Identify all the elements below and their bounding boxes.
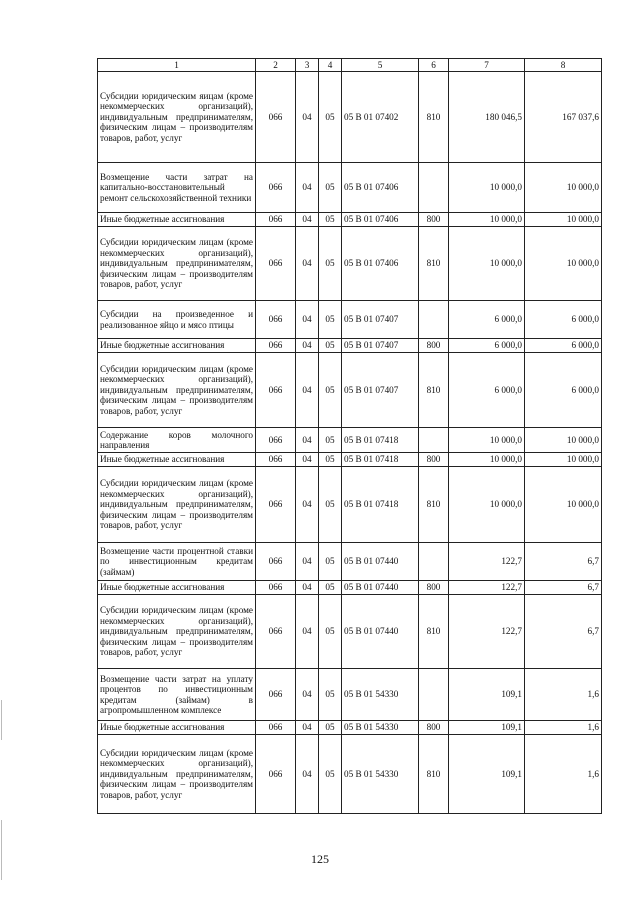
cell-amount-col8: 10 000,0 bbox=[525, 213, 602, 227]
cell-amount-col8: 6,7 bbox=[525, 581, 602, 595]
cell-admin-code: 066 bbox=[256, 453, 296, 467]
cell-target-article: 05 В 01 07407 bbox=[342, 301, 419, 339]
cell-expense-type: 800 bbox=[419, 213, 449, 227]
table-row bbox=[98, 735, 602, 814]
table-row bbox=[98, 353, 602, 428]
table-row bbox=[98, 669, 602, 721]
cell-amount-col7: 109,1 bbox=[449, 721, 525, 735]
cell-expense-type: 810 bbox=[419, 595, 449, 669]
cell-admin-code: 066 bbox=[256, 428, 296, 453]
cell-amount-col8: 1,6 bbox=[525, 669, 602, 721]
cell-amount-col8: 6 000,0 bbox=[525, 353, 602, 428]
cell-section: 04 bbox=[296, 353, 319, 428]
cell-expense-type bbox=[419, 543, 449, 581]
cell-section: 04 bbox=[296, 467, 319, 543]
cell-amount-col8: 6,7 bbox=[525, 543, 602, 581]
cell-subsection: 05 bbox=[319, 353, 342, 428]
cell-expense-type: 810 bbox=[419, 735, 449, 814]
cell-subsection: 05 bbox=[319, 301, 342, 339]
cell-admin-code: 066 bbox=[256, 581, 296, 595]
cell-amount-col7: 122,7 bbox=[449, 595, 525, 669]
cell-admin-code: 066 bbox=[256, 467, 296, 543]
cell-amount-col8: 6,7 bbox=[525, 595, 602, 669]
row-name: Иные бюджетные ассигнования bbox=[98, 453, 256, 467]
cell-amount-col7: 109,1 bbox=[449, 669, 525, 721]
header-cell: 6 bbox=[419, 59, 449, 72]
cell-admin-code: 066 bbox=[256, 339, 296, 353]
cell-section: 04 bbox=[296, 453, 319, 467]
cell-subsection: 05 bbox=[319, 721, 342, 735]
cell-subsection: 05 bbox=[319, 163, 342, 213]
cell-amount-col7: 6 000,0 bbox=[449, 301, 525, 339]
cell-target-article: 05 В 01 54330 bbox=[342, 735, 419, 814]
cell-amount-col7: 122,7 bbox=[449, 581, 525, 595]
row-name: Субсидии юридическим лицам (кроме некоммерческих организаций), индивидуальным предпринимателям, физическим лицам – производителям товаров, работ, услуг bbox=[98, 353, 256, 428]
header-cell: 5 bbox=[342, 59, 419, 72]
row-name: Возмещение части процентной ставки по инвестиционным кредитам (займам) bbox=[98, 543, 256, 581]
header-cell: 4 bbox=[319, 59, 342, 72]
cell-subsection: 05 bbox=[319, 467, 342, 543]
cell-admin-code: 066 bbox=[256, 669, 296, 721]
cell-section: 04 bbox=[296, 735, 319, 814]
cell-amount-col7: 6 000,0 bbox=[449, 353, 525, 428]
header-cell: 2 bbox=[256, 59, 296, 72]
cell-target-article: 05 В 01 07440 bbox=[342, 581, 419, 595]
header-cell: 3 bbox=[296, 59, 319, 72]
table-row bbox=[98, 163, 602, 213]
cell-subsection: 05 bbox=[319, 227, 342, 301]
table-row bbox=[98, 467, 602, 543]
table-row bbox=[98, 428, 602, 453]
cell-admin-code: 066 bbox=[256, 72, 296, 163]
header-cell: 7 bbox=[449, 59, 525, 72]
cell-section: 04 bbox=[296, 72, 319, 163]
row-name: Иные бюджетные ассигнования bbox=[98, 213, 256, 227]
row-name: Субсидии юридическим яицам (кроме некоммерческих организаций), индивидуальным предпринимателям, физическим лицам – производителям товаров, работ, услуг bbox=[98, 72, 256, 163]
page-number: 125 bbox=[311, 852, 329, 866]
cell-admin-code: 066 bbox=[256, 163, 296, 213]
cell-expense-type bbox=[419, 669, 449, 721]
table-row bbox=[98, 581, 602, 595]
scan-edge-mark bbox=[1, 820, 2, 880]
table-row bbox=[98, 301, 602, 339]
row-name: Субсидии юридическим лицам (кроме некоммерческих организаций), индивидуальным предпринимателям, физическим лицам – производителям товаров, работ, услуг bbox=[98, 467, 256, 543]
table-row bbox=[98, 339, 602, 353]
cell-amount-col8: 6 000,0 bbox=[525, 339, 602, 353]
cell-expense-type: 810 bbox=[419, 467, 449, 543]
table-row bbox=[98, 543, 602, 581]
cell-section: 04 bbox=[296, 213, 319, 227]
cell-section: 04 bbox=[296, 543, 319, 581]
cell-subsection: 05 bbox=[319, 339, 342, 353]
cell-amount-col8: 6 000,0 bbox=[525, 301, 602, 339]
budget-table bbox=[97, 58, 602, 814]
header-cell: 1 bbox=[98, 59, 256, 72]
cell-amount-col7: 10 000,0 bbox=[449, 467, 525, 543]
cell-expense-type: 800 bbox=[419, 721, 449, 735]
cell-expense-type bbox=[419, 428, 449, 453]
cell-admin-code: 066 bbox=[256, 595, 296, 669]
table-row bbox=[98, 213, 602, 227]
row-name: Возмещение части затрат на капитально-восстановительный ремонт сельскохозяйственной техники bbox=[98, 163, 256, 213]
cell-expense-type: 800 bbox=[419, 581, 449, 595]
cell-subsection: 05 bbox=[319, 72, 342, 163]
row-name: Иные бюджетные ассигнования bbox=[98, 339, 256, 353]
cell-amount-col8: 10 000,0 bbox=[525, 467, 602, 543]
cell-target-article: 05 В 01 07402 bbox=[342, 72, 419, 163]
cell-amount-col8: 1,6 bbox=[525, 721, 602, 735]
cell-expense-type: 800 bbox=[419, 453, 449, 467]
cell-target-article: 05 В 01 07418 bbox=[342, 428, 419, 453]
cell-target-article: 05 В 01 07418 bbox=[342, 453, 419, 467]
cell-expense-type bbox=[419, 163, 449, 213]
cell-expense-type: 800 bbox=[419, 339, 449, 353]
cell-admin-code: 066 bbox=[256, 721, 296, 735]
cell-admin-code: 066 bbox=[256, 227, 296, 301]
cell-amount-col7: 10 000,0 bbox=[449, 213, 525, 227]
cell-admin-code: 066 bbox=[256, 735, 296, 814]
cell-target-article: 05 В 01 07406 bbox=[342, 213, 419, 227]
table-row bbox=[98, 721, 602, 735]
cell-section: 04 bbox=[296, 669, 319, 721]
cell-target-article: 05 В 01 07407 bbox=[342, 339, 419, 353]
table-row bbox=[98, 453, 602, 467]
cell-expense-type: 810 bbox=[419, 227, 449, 301]
cell-target-article: 05 В 01 54330 bbox=[342, 669, 419, 721]
cell-admin-code: 066 bbox=[256, 353, 296, 428]
row-name: Возмещение части затрат на уплату процентов по инвестиционным кредитам (займам) в агропромышленном комплексе bbox=[98, 669, 256, 721]
cell-subsection: 05 bbox=[319, 735, 342, 814]
cell-amount-col7: 6 000,0 bbox=[449, 339, 525, 353]
cell-section: 04 bbox=[296, 428, 319, 453]
cell-admin-code: 066 bbox=[256, 301, 296, 339]
cell-subsection: 05 bbox=[319, 453, 342, 467]
row-name: Иные бюджетные ассигнования bbox=[98, 581, 256, 595]
cell-target-article: 05 В 01 07406 bbox=[342, 227, 419, 301]
row-name: Содержание коров молочного направления bbox=[98, 428, 256, 453]
cell-amount-col7: 122,7 bbox=[449, 543, 525, 581]
row-name: Иные бюджетные ассигнования bbox=[98, 721, 256, 735]
cell-subsection: 05 bbox=[319, 581, 342, 595]
cell-target-article: 05 В 01 07418 bbox=[342, 467, 419, 543]
cell-section: 04 bbox=[296, 301, 319, 339]
cell-target-article: 05 В 01 54330 bbox=[342, 721, 419, 735]
cell-section: 04 bbox=[296, 581, 319, 595]
table-row bbox=[98, 227, 602, 301]
cell-admin-code: 066 bbox=[256, 543, 296, 581]
cell-amount-col8: 10 000,0 bbox=[525, 163, 602, 213]
cell-section: 04 bbox=[296, 721, 319, 735]
cell-amount-col8: 1,6 bbox=[525, 735, 602, 814]
cell-subsection: 05 bbox=[319, 428, 342, 453]
cell-amount-col7: 10 000,0 bbox=[449, 227, 525, 301]
cell-subsection: 05 bbox=[319, 543, 342, 581]
cell-amount-col7: 10 000,0 bbox=[449, 428, 525, 453]
scan-edge-mark bbox=[1, 700, 2, 740]
cell-target-article: 05 В 01 07406 bbox=[342, 163, 419, 213]
cell-amount-col7: 180 046,5 bbox=[449, 72, 525, 163]
cell-amount-col7: 10 000,0 bbox=[449, 453, 525, 467]
cell-amount-col7: 109,1 bbox=[449, 735, 525, 814]
cell-target-article: 05 В 01 07407 bbox=[342, 353, 419, 428]
row-name: Субсидии юридическим лицам (кроме некоммерческих организаций), индивидуальным предпринимателям, физическим лицам – производителям товаров, работ, услуг bbox=[98, 735, 256, 814]
cell-expense-type bbox=[419, 301, 449, 339]
cell-amount-col8: 10 000,0 bbox=[525, 227, 602, 301]
cell-section: 04 bbox=[296, 227, 319, 301]
cell-expense-type: 810 bbox=[419, 72, 449, 163]
cell-subsection: 05 bbox=[319, 669, 342, 721]
table-header-row bbox=[98, 59, 602, 72]
header-cell: 8 bbox=[525, 59, 602, 72]
cell-section: 04 bbox=[296, 339, 319, 353]
cell-expense-type: 810 bbox=[419, 353, 449, 428]
cell-target-article: 05 В 01 07440 bbox=[342, 543, 419, 581]
table-row bbox=[98, 595, 602, 669]
cell-amount-col8: 167 037,6 bbox=[525, 72, 602, 163]
cell-amount-col7: 10 000,0 bbox=[449, 163, 525, 213]
cell-section: 04 bbox=[296, 163, 319, 213]
cell-target-article: 05 В 01 07440 bbox=[342, 595, 419, 669]
row-name: Субсидии на произведенное и реализованное яйцо и мясо птицы bbox=[98, 301, 256, 339]
table-row bbox=[98, 72, 602, 163]
cell-section: 04 bbox=[296, 595, 319, 669]
row-name: Субсидии юридическим лицам (кроме некоммерческих организаций), индивидуальным предпринимателям, физическим лицам – производителям товаров, работ, услуг bbox=[98, 227, 256, 301]
cell-admin-code: 066 bbox=[256, 213, 296, 227]
cell-subsection: 05 bbox=[319, 595, 342, 669]
cell-amount-col8: 10 000,0 bbox=[525, 428, 602, 453]
row-name: Субсидии юридическим лицам (кроме некоммерческих организаций), индивидуальным предпринимателям, физическим лицам – производителям товаров, работ, услуг bbox=[98, 595, 256, 669]
cell-amount-col8: 10 000,0 bbox=[525, 453, 602, 467]
cell-subsection: 05 bbox=[319, 213, 342, 227]
